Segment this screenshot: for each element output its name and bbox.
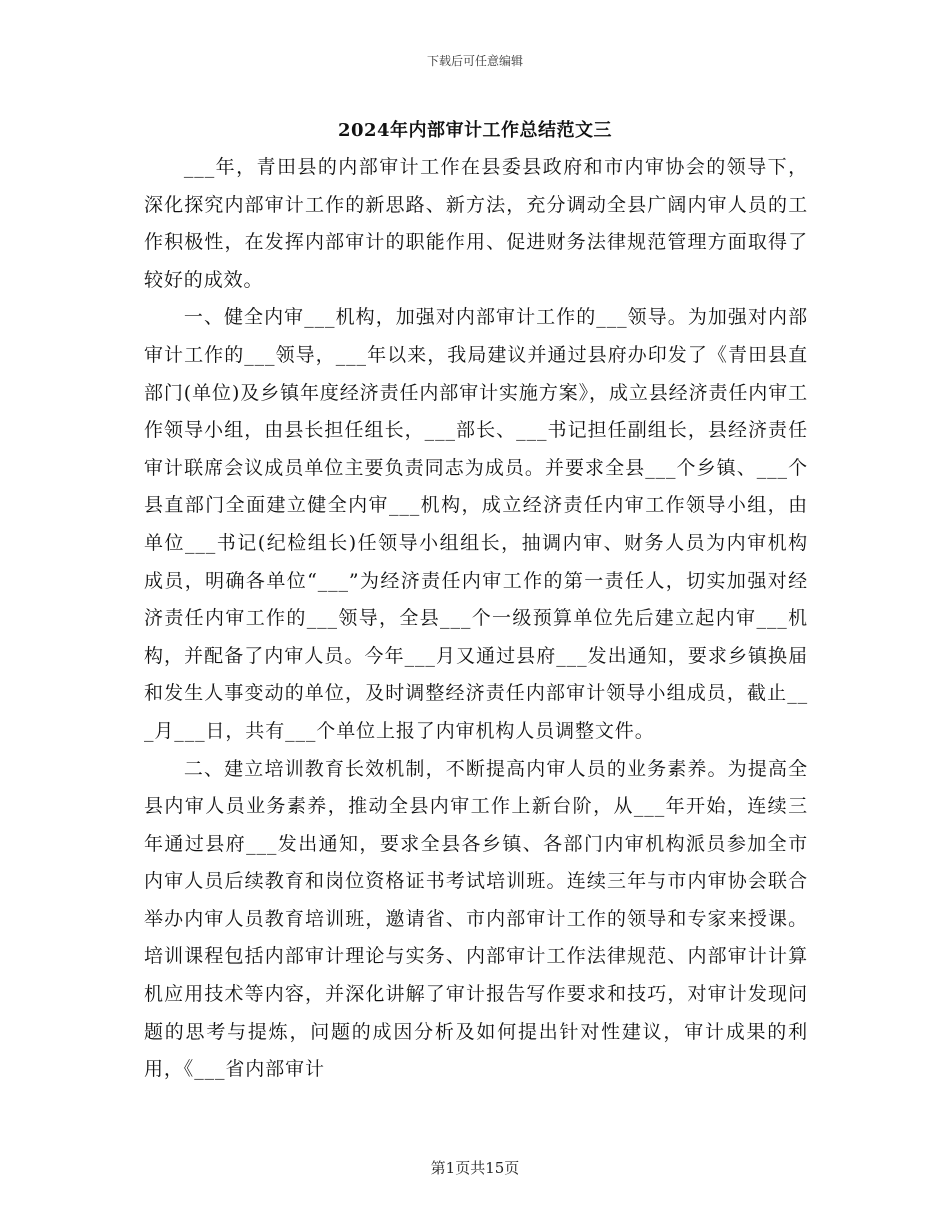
header-note: 下载后可任意编辑: [426, 54, 523, 68]
paragraph-section-2: 二、建立培训教育长效机制，不断提高内审人员的业务素养。为提高全县内审人员业务素养，推动全县内审工作上新台阶，从___年开始，连续三年通过县府___发出通知，要求全县各乡镇、各部门内审机构派员参加全市内审人员后续教育和岗位资格证书考试培训班。连续三年与市内审协会联合举办内审人员教育培训班，邀请省、市内部审计工作的领导和专家来授课。培训课程包括内部审计理论与实务、内部审计工作法律规范、内部审计计算机应用技术等内容，并深化讲解了审计报告写作要求和技巧，对审计发现问题的思考与提炼，问题的成因分析及如何提出针对性建议，审计成果的利用，《___省内部审计: [144, 757, 808, 1081]
document-body: [144, 149, 808, 1089]
paragraph-intro: ___年，青田县的内部审计工作在县委县政府和市内审协会的领导下，深化探究内部审计工作的新思路、新方法，充分调动全县广阔内审人员的工作积极性，在发挥内部审计的职能作用、促进财务法律规范管理方面取得了较好的成效。: [144, 156, 808, 291]
document-title: 2024年内部审计工作总结范文三: [337, 120, 613, 141]
paragraph-section-1: 一、健全内审___机构，加强对内部审计工作的___领导。为加强对内部审计工作的___领导，___年以来，我局建议并通过县府办印发了《青田县直部门(单位)及乡镇年度经济责任内部审计实施方案》，成立县经济责任内审工作领导小组，由县长担任组长，___部长、___书记担任副组长，县经济责任审计联席会议成员单位主要负责同志为成员。并要求全县___个乡镇、___个县直部门全面建立健全内审___机构，成立经济责任内审工作领导小组，由单位___书记(纪检组长)任领导小组组长，抽调内审、财务人员为内审机构成员，明确各单位“___”为经济责任内审工作的第一责任人，切实加强对经济责任内审工作的___领导，全县___个一级预算单位先后建立起内审___机构，并配备了内审人员。今年___月又通过县府___发出通知，要求乡镇换届和发生人事变动的单位，及时调整经济责任内部审计领导小组成员，截止___月___日，共有___个单位上报了内审机构人员调整文件。: [144, 306, 808, 742]
page-number: 第1页共15页: [430, 1159, 520, 1177]
